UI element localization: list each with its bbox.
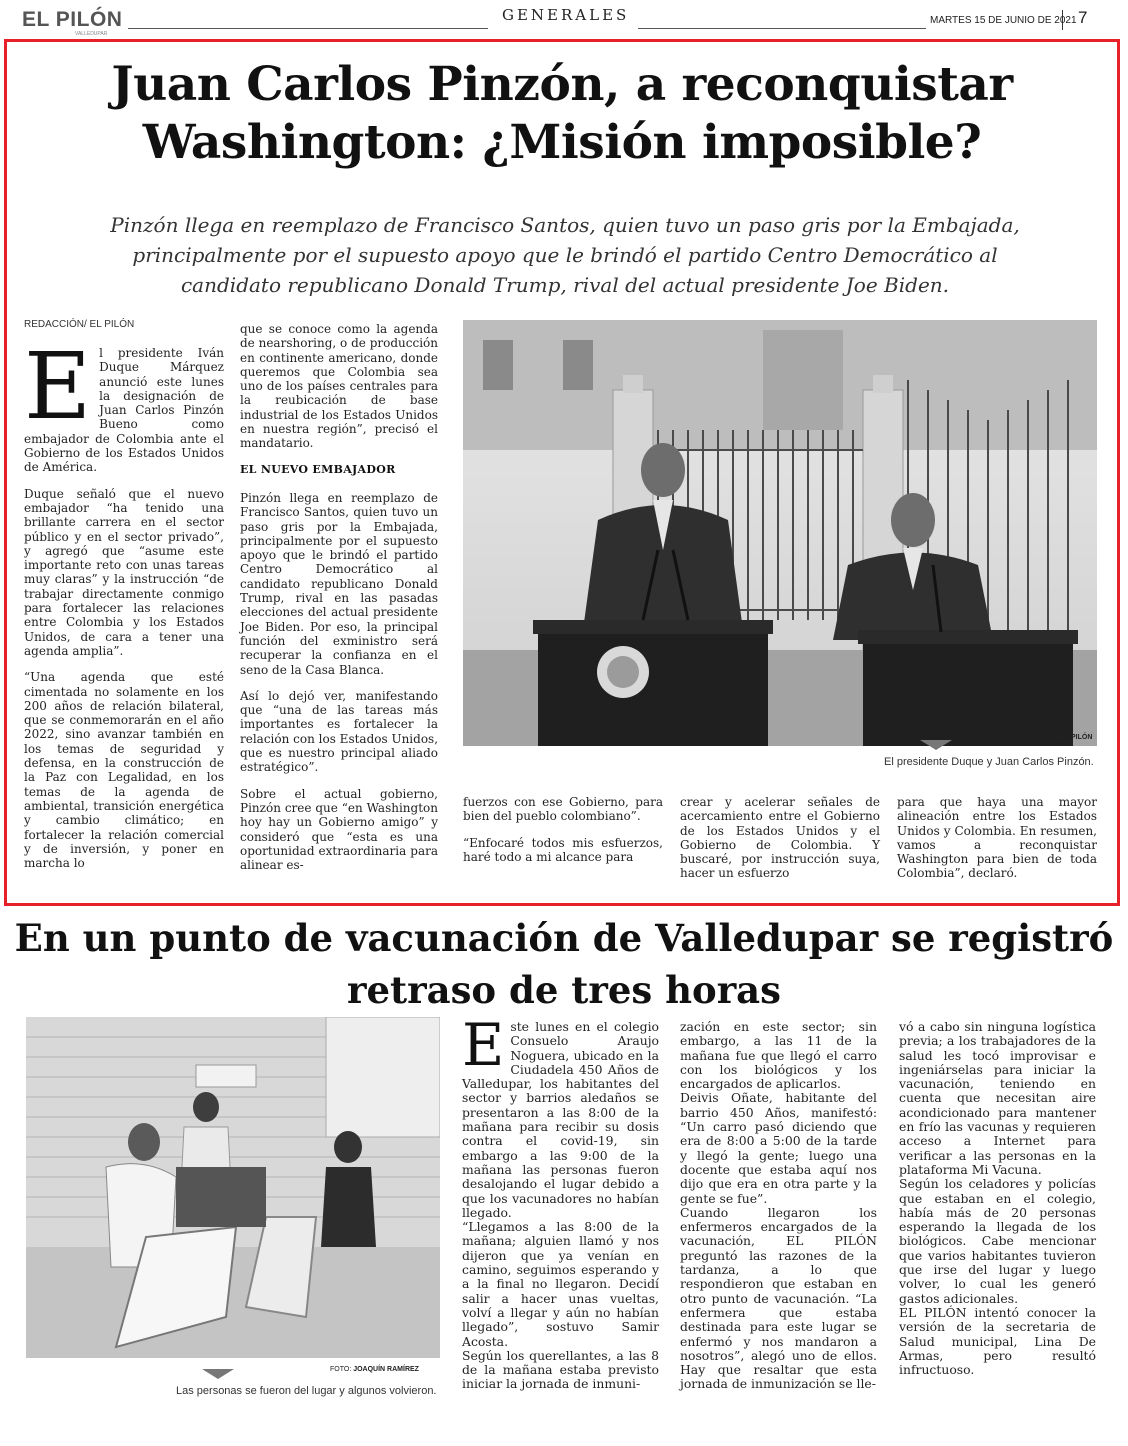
section-name: GENERALES xyxy=(502,6,630,24)
deck-line-2: principalmente por el supuesto apoyo que le brindó el partido Centro Democrático al xyxy=(132,243,998,267)
paragraph: Según los querellantes, a las 8 de la mañana estaba previsto iniciar la jornada de inmuni- xyxy=(462,1347,659,1392)
article1-deck xyxy=(20,210,1110,300)
paragraph: “Llegamos a las 8:00 de la mañana; alguien llamó y nos dijeron que ya venían en camino, seguimos esperando y a la final no llegaron. Decidí salir a hacer unas vueltas, volví a llegar y aún no habían llegado”, sostuvo Samir Acosta. xyxy=(462,1219,659,1349)
photo-credit-name: EL PILÓN xyxy=(1060,734,1093,741)
deck-line-1: Pinzón llega en reemplazo de Francisco Santos, quien tuvo un paso gris por la Embajada, xyxy=(110,213,1020,237)
article2-photo xyxy=(26,1017,440,1358)
masthead xyxy=(0,0,1128,36)
paragraph: fuerzos con ese Gobierno, para bien del pueblo colombiano”. xyxy=(463,795,663,824)
paragraph: Pinzón llega en reemplazo de Francisco Santos, quien tuvo un paso gris por la Embajada, principalmente por el supuesto apoyo que le brindó el partido Centro Democrático al candidato republicano Donald Trump, rival en las pasadas elecciones del actual presidente Joe Biden. Por eso, la principal función del exministro será recuperar la confianza en el seno de la Casa Blanca. xyxy=(240,490,438,677)
headline-line-1: Juan Carlos Pinzón, a reconquistar xyxy=(111,57,1013,112)
drop-cap: E xyxy=(24,333,92,440)
article1-subhead: EL NUEVO EMBAJADOR xyxy=(240,462,396,476)
article2-column-2 xyxy=(680,1020,877,1392)
article2-column-1 xyxy=(462,1011,659,1392)
paragraph: Duque señaló que el nuevo embajador “ha tenido una brillante carrera en el sector público y en el sector privado”, y agregó que “asume este importante reto con unas tareas muy claras” y la instrucción “de trabajar directamente conmigo para fortalecer las relaciones entre Colombia y los Estados Unidos, de cara a tener una agenda amplia”. xyxy=(24,486,224,658)
article1-column-3 xyxy=(463,795,663,864)
paragraph: “Enfocaré todos mis esfuerzos, haré todo a mi alcance para xyxy=(463,835,663,864)
newspaper-logo: EL PILÓN xyxy=(22,8,123,31)
article1-column-4 xyxy=(680,795,880,881)
article2-headline xyxy=(10,912,1118,1016)
paragraph: crear y acelerar señales de acercamiento entre el Gobierno de los Estados Unidos y el Gobierno de Colombia. Y buscaré, por instrucción suya, hacer un esfuerzo xyxy=(680,795,880,881)
caption-arrow-icon xyxy=(202,1369,234,1379)
headline-line-2: Washington: ¿Misión imposible? xyxy=(142,115,982,170)
article1-column-5 xyxy=(897,795,1097,881)
paragraph: vó a cabo sin ninguna logística previa; a los trabajadores de la salud les tocó improvisar e ingeniárselas para iniciar la vacunación, teniendo en cuenta que necesitan aire acondicionado para mantener en frío las vacunas y requieren acceso a Internet para verificar a las personas en la plataforma Mi Vacuna. xyxy=(899,1019,1096,1177)
headline-line-2: retraso de tres horas xyxy=(347,968,781,1012)
article1-column-2 xyxy=(240,322,438,872)
headline-line-1: En un punto de vacunación de Valledupar se registró xyxy=(14,916,1114,960)
issue-date: MARTES 15 DE JUNIO DE 2021 xyxy=(930,15,1077,26)
paragraph: Sobre el actual gobierno, Pinzón cree que “en Washington hoy hay un Gobierno amigo” y consideró que “esta es una oportunidad extraordinaria para alinear es- xyxy=(240,786,438,873)
paragraph: Cuando llegaron los enfermeros encargados de la vacunación, EL PILÓN preguntó las razones de la tardanza, a lo que respondieron que estaban en otro punto de vacunación. “La enfermera que estaba destinada para este lugar se enfermó y nos mandaron a nosotros”, alegó uno de ellos. Hay que resaltar que esta jornada de inmunización se lle- xyxy=(680,1204,877,1392)
header-divider xyxy=(1062,10,1063,30)
article2-column-3 xyxy=(899,1020,1096,1377)
paragraph: Según los celadores y policías que estaban en el colegio, había más de 20 personas esperando la llegada de los biológicos. Cabe mencionar que varios habitantes tuvieron que irse del lugar y luego volver, lo cual les generó gastos adicionales. xyxy=(899,1176,1096,1306)
paragraph: EL PILÓN intentó conocer la versión de la secretaria de Salud municipal, Lina De Armas, pero resultó infructuoso. xyxy=(899,1304,1096,1378)
paragraph: zación en este sector; sin embargo, a las 11 de la mañana fue que llegó el carro con los biológicos y los encargados de aplicarlos. xyxy=(680,1019,877,1092)
article1-column-1 xyxy=(24,333,224,871)
photo-credit xyxy=(1037,734,1092,741)
paragraph: ste lunes en el colegio Consuelo Araujo Noguera, ubicado en la Ciudadela 450 Años de Valledupar, los habitantes del sector y barrios aledaños se presentaron a las 8:00 de la mañana para recibir su dosis contra el covid-19, sin embargo a las 9:00 de la mañana las personas fueron desalojando el lugar debido a que los vacunadores no habían llegado. xyxy=(462,1019,659,1220)
article1-photo xyxy=(463,320,1097,746)
deck-line-3: candidato republicano Donald Trump, rival del actual presidente Joe Biden. xyxy=(180,273,950,297)
press-conference-photo xyxy=(463,320,1097,746)
caption-arrow-icon xyxy=(920,740,952,750)
paragraph: l presidente Iván Duque Márquez anunció este lunes la designación de Juan Carlos Pinzón Bueno como embajador de Colombia ante el Gobierno de los Estados Unidos de América. xyxy=(24,346,224,475)
photo-caption: El presidente Duque y Juan Carlos Pinzón. xyxy=(884,756,1094,768)
page-number: 7 xyxy=(1078,8,1088,27)
photo-credit-label: FOTO: xyxy=(330,1366,352,1373)
article1-byline: REDACCIÓN/ EL PILÓN xyxy=(24,319,135,330)
paragraph: para que haya una mayor alineación entre los Estados Unidos y Colombia. En resumen, vamos a reconquistar Washington para bien de toda Colombia”, declaró. xyxy=(897,795,1097,881)
article1-headline xyxy=(12,56,1112,172)
paragraph: Deivis Oñate, habitante del barrio 450 Años, manifestó: “Un carro pasó diciendo que era de 8:00 a 5:00 de la tarde y llegó la gente; luego una docente que estaba aquí nos dijo que era en otra parte y la gente se fue”. xyxy=(680,1090,877,1206)
header-rule-right xyxy=(638,28,926,29)
photo-credit xyxy=(330,1366,419,1373)
photo-credit-label: FOTO: xyxy=(1037,734,1059,741)
paragraph: Así lo dejó ver, manifestando que “una de las tareas más importantes es fortalecer la relación con los Estados Unidos, que es nuestro principal aliado estratégico”. xyxy=(240,688,439,775)
photo-caption: Las personas se fueron del lugar y algunos volvieron. xyxy=(176,1385,437,1397)
logo-subtitle: VALLEDUPAR xyxy=(75,31,108,37)
paragraph: que se conoce como la agenda de nearshoring, o de producción en continente americano, donde queremos que Colombia sea uno de los países centrales para la reubicación de base industrial de los Estados Unidos en nuestra región”, precisó el mandatario. xyxy=(240,322,438,451)
photo-credit-name: JOAQUÍN RAMÍREZ xyxy=(353,1366,419,1373)
paragraph: “Una agenda que esté cimentada no solamente en los 200 años de relación bilateral, que se conmemorarán en el año 2022, sino avanzar también en los temas de seguridad y defensa, en la construcción de la Paz con Legalidad, en los temas de la agenda de ambiental, transición energética y cambio climático; en fortalecer la relación comercial y de inversión, y poner en marcha lo xyxy=(24,670,224,871)
drop-cap: E xyxy=(462,1011,505,1079)
vaccination-room-photo xyxy=(26,1017,440,1358)
header-rule-left xyxy=(128,28,488,29)
